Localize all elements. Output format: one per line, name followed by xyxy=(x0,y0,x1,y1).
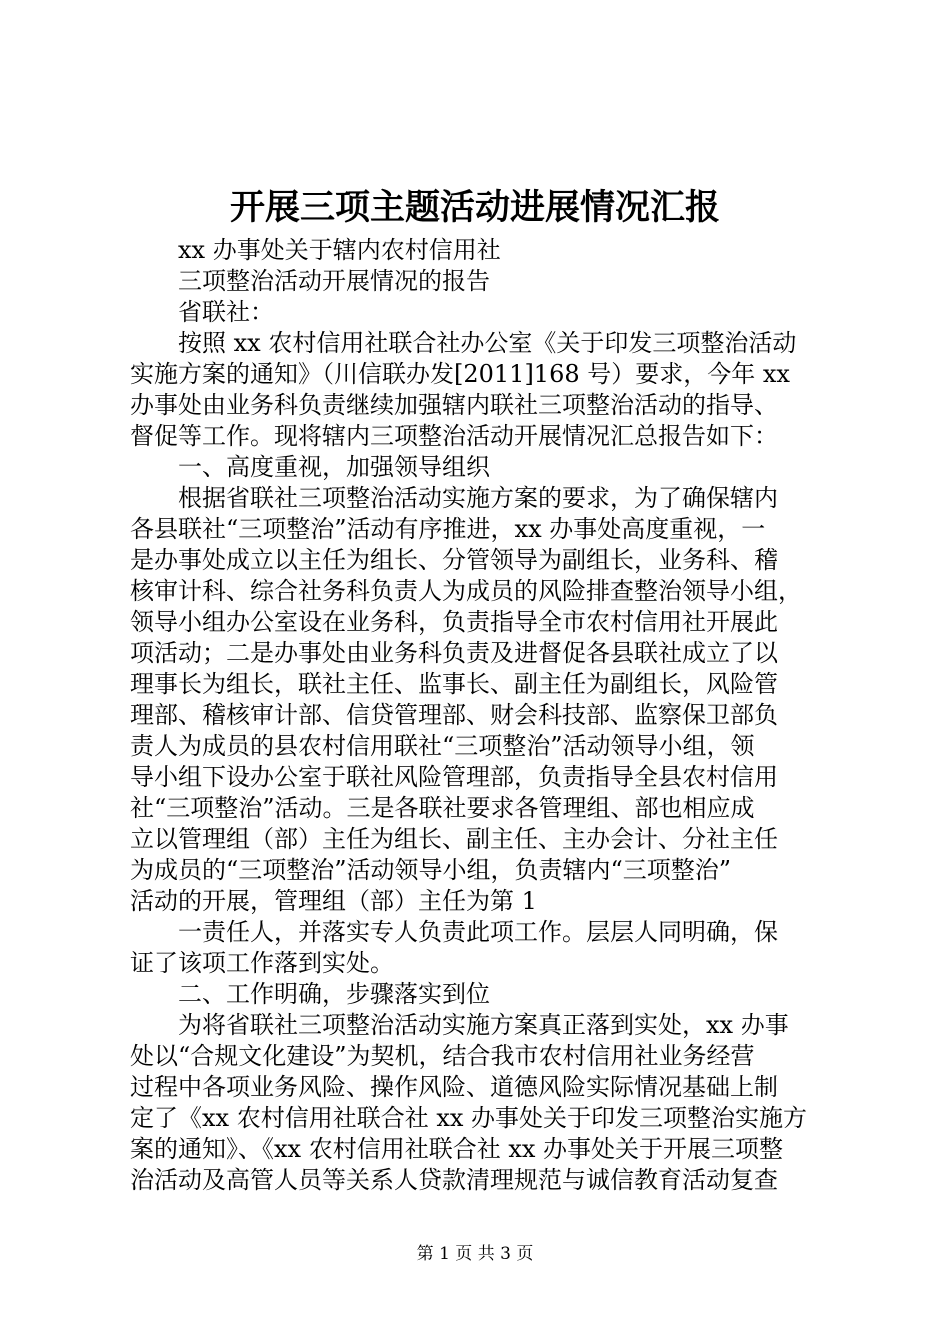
body-line: 活动的开展，管理组（部）主任为第 1 xyxy=(130,887,537,915)
body-line: 三项整治活动开展情况的报告 xyxy=(130,267,490,295)
body-line: 理事长为组长，联社主任、监事长、副主任为副组长，风险管 xyxy=(130,670,778,698)
body-line: 立以管理组（部）主任为组长、副主任、主办会计、分社主任 xyxy=(130,825,778,853)
body-line: 督促等工作。现将辖内三项整治活动开展情况汇总报告如下： xyxy=(130,422,778,450)
body-line: 责人为成员的县农村信用联社“三项整治”活动领导小组，领 xyxy=(130,732,755,760)
body-line: 为成员的“三项整治”活动领导小组，负责辖内“三项整治” xyxy=(130,856,732,884)
body-line: 根据省联社三项整治活动实施方案的要求，为了确保辖内 xyxy=(130,484,778,512)
document-body xyxy=(130,235,830,1196)
body-line: 实施方案的通知》（川信联办发[2011]168 号）要求，今年 xx xyxy=(130,360,790,388)
body-line: 一责任人，并落实专人负责此项工作。层层人同明确，保 xyxy=(130,918,778,946)
body-line: 理部、稽核审计部、信贷管理部、财会科技部、监察保卫部负 xyxy=(130,701,778,729)
body-line: 案的通知》、《xx 农村信用社联合社 xx 办事处关于开展三项整 xyxy=(130,1135,784,1163)
body-line: xx 办事处关于辖内农村信用社 xyxy=(130,236,501,264)
body-line: 办事处由业务科负责继续加强辖内联社三项整治活动的指导、 xyxy=(130,391,778,419)
body-line: 治活动及高管人员等关系人贷款清理规范与诚信教育活动复查 xyxy=(130,1166,778,1194)
body-line: 核审计科、综合社务科负责人为成员的风险排查整治领导小组， xyxy=(130,577,802,605)
body-line: 领导小组办公室设在业务科，负责指导全市农村信用社开展此 xyxy=(130,608,778,636)
body-line: 定了《xx 农村信用社联合社 xx 办事处关于印发三项整治实施方 xyxy=(130,1104,808,1132)
body-line: 按照 xx 农村信用社联合社办公室《关于印发三项整治活动 xyxy=(130,329,797,357)
body-line: 社“三项整治”活动。三是各联社要求各管理组、部也相应成 xyxy=(130,794,755,822)
body-line: 各县联社“三项整治”活动有序推进，xx 办事处高度重视，一 xyxy=(130,515,766,543)
document-title: 开展三项主题活动进展情况汇报 xyxy=(229,187,720,228)
page-footer: 第 1 页 共 3 页 xyxy=(416,1244,534,1264)
body-line: 一、高度重视，加强领导组织 xyxy=(130,453,490,481)
body-line: 项活动；二是办事处由业务科负责及进督促各县联社成立了以 xyxy=(130,639,778,667)
body-line: 处以“合规文化建设”为契机，结合我市农村信用社业务经营 xyxy=(130,1042,755,1070)
body-line: 是办事处成立以主任为组长、分管领导为副组长，业务科、稽 xyxy=(130,546,778,574)
body-line: 导小组下设办公室于联社风险管理部，负责指导全县农村信用 xyxy=(130,763,778,791)
body-line: 证了该项工作落到实处。 xyxy=(130,949,394,977)
body-line: 二、工作明确，步骤落实到位 xyxy=(130,980,490,1008)
body-line: 为将省联社三项整治活动实施方案真正落到实处，xx 办事 xyxy=(130,1011,789,1039)
body-line: 过程中各项业务风险、操作风险、道德风险实际情况基础上制 xyxy=(130,1073,778,1101)
body-line: 省联社： xyxy=(130,298,274,326)
